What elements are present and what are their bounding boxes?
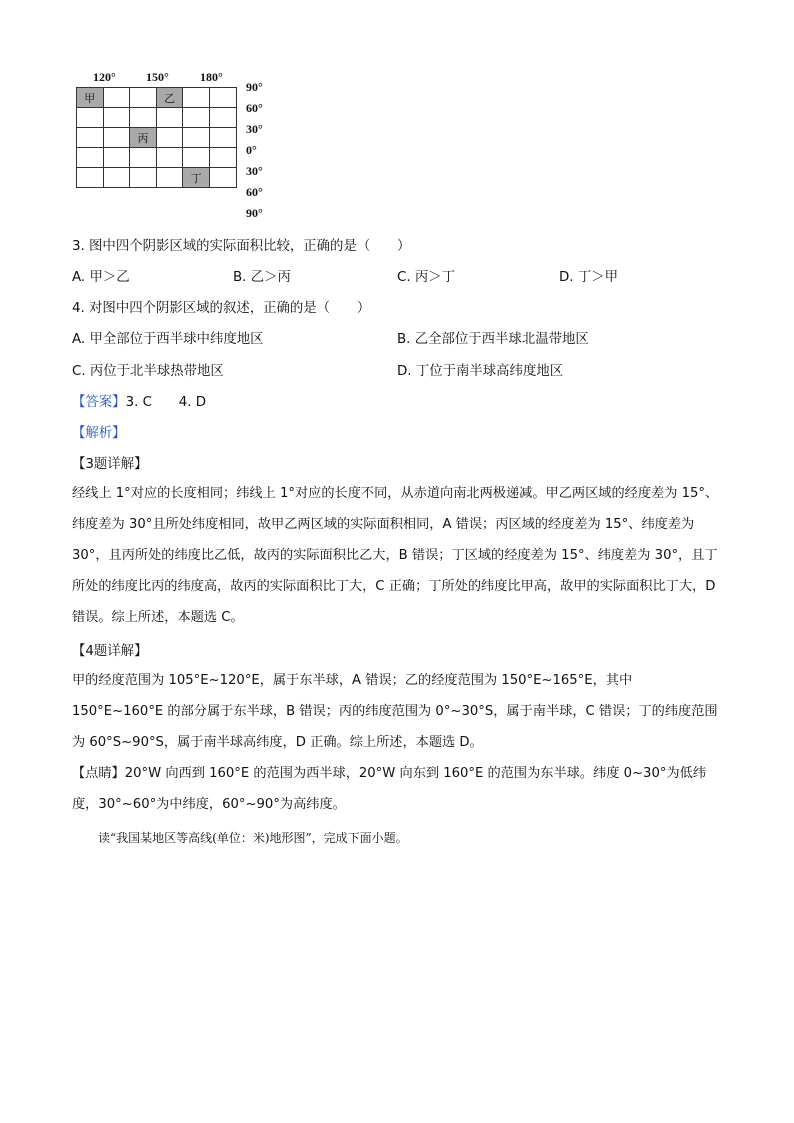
grid-cell bbox=[77, 148, 104, 168]
q4-option-a: A. 甲全部位于西半球中纬度地区 bbox=[72, 332, 264, 347]
grid-cell bbox=[156, 108, 183, 128]
grid-cell bbox=[103, 108, 130, 128]
answer-tag: 【答案】 bbox=[72, 395, 126, 410]
grid-cell bbox=[77, 128, 104, 148]
q3-option-c: C. 丙＞丁 bbox=[397, 270, 456, 285]
latitude-label: 90° bbox=[246, 80, 263, 94]
grid-cell bbox=[103, 88, 130, 108]
longitude-label: 120° bbox=[93, 70, 116, 84]
detail-3-heading: 【3题详解】 bbox=[72, 457, 148, 472]
grid-row bbox=[77, 148, 237, 168]
detail-4-paragraph: 甲的经度范围为 105°E~120°E，属于东半球，A 错误；乙的经度范围为 150°E~165°E，其中 150°E~160°E 的部分属于东半球，B 错误；丙的纬度范围为 0°~30°S，属于南半球，C 错误；丁的纬度范围为 60°S~90°S，属于南半球高纬度，D 正确。综上所述，本题选 D。 bbox=[72, 673, 718, 750]
grid-cell bbox=[103, 128, 130, 148]
grid-cell bbox=[183, 128, 210, 148]
detail-4-heading: 【4题详解】 bbox=[72, 644, 148, 659]
analysis-heading bbox=[72, 422, 126, 441]
next-question-intro: 读“我国某地区等高线(单位：米)地形图”，完成下面小题。 bbox=[98, 831, 408, 845]
detail-3-paragraph: 经线上 1°对应的长度相同；纬线上 1°对应的长度不同，从赤道向南北两极递减。甲乙两区域的经度差为 15°、纬度差为 30°且所处纬度相同，故甲乙两区域的实际面积相同，A 错误；丙区域的经度差为 15°、纬度差为 30°，且丙所处的纬度比乙低，故丙的实际面积比乙大，B 错误；丁区域的经度差为 15°、纬度差为 30°，且丁所处的纬度比丙的纬度高，故丙的实际面积比丁大，C 正确；丁所处的纬度比甲高，故甲的实际面积比丁大，D 错误。综上所述，本题选 C。 bbox=[72, 486, 719, 625]
latitude-label: 0° bbox=[246, 143, 257, 157]
latitude-label: 90° bbox=[246, 206, 263, 220]
q4-option-b: B. 乙全部位于西半球北温带地区 bbox=[397, 332, 589, 347]
analysis-tag: 【解析】 bbox=[72, 426, 126, 441]
grid-cell bbox=[103, 148, 130, 168]
grid-cell bbox=[77, 108, 104, 128]
latitude-label: 60° bbox=[246, 185, 263, 199]
grid-cell bbox=[156, 168, 183, 188]
question-3-stem: 3. 图中四个阴影区域的实际面积比较，正确的是（ ） bbox=[72, 239, 411, 254]
grid-cell bbox=[209, 128, 236, 148]
note-paragraph bbox=[72, 758, 722, 820]
grid-cell-bing: 丙 bbox=[130, 128, 157, 148]
note-tag: 【点睛】 bbox=[72, 766, 125, 781]
latitude-label: 60° bbox=[246, 101, 263, 115]
grid-cell bbox=[209, 88, 236, 108]
grid-cell bbox=[209, 108, 236, 128]
grid-row bbox=[77, 88, 237, 108]
grid-cell bbox=[130, 168, 157, 188]
grid-cell bbox=[209, 168, 236, 188]
answer-line bbox=[72, 391, 206, 410]
grid-cell-jia: 甲 bbox=[77, 88, 104, 108]
latitude-label: 30° bbox=[246, 122, 263, 136]
grid-cell-yi: 乙 bbox=[156, 88, 183, 108]
longitude-label: 150° bbox=[146, 70, 169, 84]
question-4-stem: 4. 对图中四个阴影区域的叙述，正确的是（ ） bbox=[72, 301, 371, 316]
longitude-label: 180° bbox=[200, 70, 223, 84]
grid-table bbox=[76, 87, 237, 188]
grid-cell bbox=[130, 108, 157, 128]
grid-cell bbox=[183, 148, 210, 168]
q3-option-d: D. 丁＞甲 bbox=[559, 270, 618, 285]
grid-cell bbox=[209, 148, 236, 168]
q3-option-b: B. 乙＞丙 bbox=[233, 270, 291, 285]
q4-option-c: C. 丙位于北半球热带地区 bbox=[72, 364, 224, 379]
grid-row bbox=[77, 168, 237, 188]
q4-option-d: D. 丁位于南半球高纬度地区 bbox=[397, 364, 564, 379]
grid-cell bbox=[156, 128, 183, 148]
q3-option-a: A. 甲＞乙 bbox=[72, 270, 130, 285]
grid-cell bbox=[130, 88, 157, 108]
grid-cell bbox=[183, 88, 210, 108]
grid-cell-ding: 丁 bbox=[183, 168, 210, 188]
grid-cell bbox=[156, 148, 183, 168]
lat-lon-grid-figure bbox=[76, 70, 276, 220]
grid-cell bbox=[103, 168, 130, 188]
grid-cell bbox=[130, 148, 157, 168]
latitude-label: 30° bbox=[246, 164, 263, 178]
grid-cell bbox=[77, 168, 104, 188]
grid-cell bbox=[183, 108, 210, 128]
grid-row bbox=[77, 108, 237, 128]
answer-text: 3. C 4. D bbox=[125, 395, 207, 410]
grid-row bbox=[77, 128, 237, 148]
note-text: 20°W 向西到 160°E 的范围为西半球，20°W 向东到 160°E 的范围为东半球。纬度 0~30°为低纬度，30°~60°为中纬度，60°~90°为高纬度。 bbox=[72, 766, 706, 812]
